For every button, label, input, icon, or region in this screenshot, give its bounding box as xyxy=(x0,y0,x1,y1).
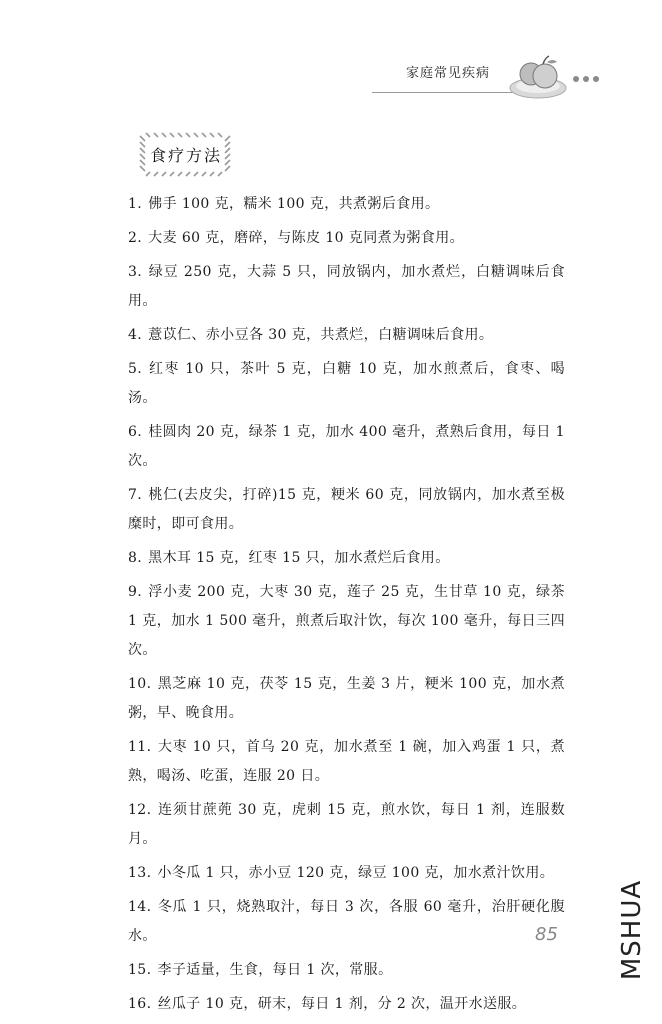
list-item: 8. 黑木耳 15 克，红枣 15 只，加水煮烂后食用。 xyxy=(128,550,450,566)
list-item: 6. 桂圆肉 20 克，绿茶 1 克，加水 400 毫升，煮熟后食用，每日 1 次。 xyxy=(128,424,565,469)
list-item: 11. 大枣 10 只，首乌 20 克，加水煮至 1 碗，加入鸡蛋 1 只，煮熟，喝汤、吃蛋，连服 20 日。 xyxy=(128,739,565,784)
apple-illustration xyxy=(505,52,615,104)
list-item: 4. 薏苡仁、赤小豆各 30 克，共煮烂，白糖调味后食用。 xyxy=(128,327,494,343)
running-header xyxy=(0,52,662,112)
recipe-list xyxy=(128,190,565,1024)
watermark-text: MSHUA xyxy=(617,879,648,981)
watermark xyxy=(617,870,660,1000)
header-title: 家庭常见疾病 xyxy=(406,66,491,81)
list-item: 16. 丝瓜子 10 克，研末，每日 1 剂，分 2 次，温开水送服。 xyxy=(128,996,527,1012)
list-item: 3. 绿豆 250 克，大蒜 5 只，同放锅内，加水煮烂，白糖调味后食用。 xyxy=(128,264,565,309)
section-heading-label: 食疗方法 xyxy=(150,146,223,165)
header-rule xyxy=(372,92,520,93)
list-item: 2. 大麦 60 克，磨碎，与陈皮 10 克同煮为粥食用。 xyxy=(128,230,465,246)
list-item: 5. 红枣 10 只，茶叶 5 克，白糖 10 克，加水煎煮后，食枣、喝汤。 xyxy=(128,361,565,406)
list-item: 13. 小冬瓜 1 只，赤小豆 120 克，绿豆 100 克，加水煮汁饮用。 xyxy=(128,865,555,881)
page-number: 85 xyxy=(535,924,558,945)
list-item: 15. 李子适量，生食，每日 1 次，常服。 xyxy=(128,962,393,978)
list-item: 10. 黑芝麻 10 克，茯苓 15 克，生姜 3 片，粳米 100 克，加水煮粥，早、晚食用。 xyxy=(128,676,565,721)
list-item: 7. 桃仁(去皮尖，打碎)15 克，粳米 60 克，同放锅内，加水煮至极糜时，即可食用。 xyxy=(128,487,565,532)
section-heading xyxy=(130,130,240,182)
list-item: 12. 连须甘蔗蔸 30 克，虎刺 15 克，煎水饮，每日 1 剂，连服数月。 xyxy=(128,802,565,847)
list-item: 14. 冬瓜 1 只，烧熟取汁，每日 3 次，各服 60 毫升，治肝硬化腹水。 xyxy=(128,899,565,944)
list-item: 1. 佛手 100 克，糯米 100 克，共煮粥后食用。 xyxy=(128,196,440,212)
list-item: 9. 浮小麦 200 克，大枣 30 克，莲子 25 克，生甘草 10 克，绿茶 1 克，加水 1 500 毫升，煎煮后取汁饮，每次 100 毫升，每日三四次。 xyxy=(128,584,565,658)
